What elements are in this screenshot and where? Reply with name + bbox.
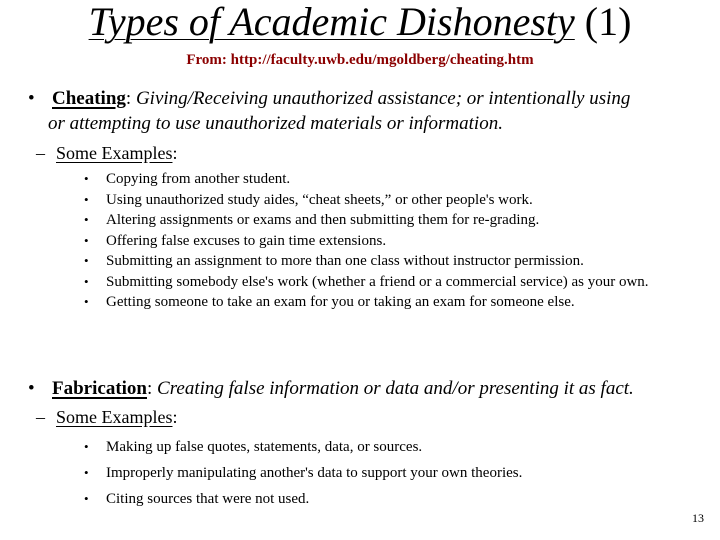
cheating-examples-list	[76, 169, 696, 313]
fabrication-definition: Creating false information or data and/or presenting it as fact.	[157, 378, 634, 399]
list-item	[76, 251, 696, 272]
list-item	[76, 210, 696, 231]
bullet-icon: •	[28, 88, 35, 109]
source-citation: From: http://faculty.uwb.edu/mgoldberg/cheating.htm	[186, 52, 534, 68]
cheating-bullet	[28, 86, 698, 111]
fabrication-examples-heading	[36, 406, 178, 428]
list-item-text: Using unauthorized study aides, “cheat sheets,” or other people's work.	[106, 191, 533, 208]
list-item-text: Making up false quotes, statements, data, or sources.	[106, 439, 423, 455]
list-item-text: Copying from another student.	[106, 171, 291, 187]
bullet-icon: •	[84, 212, 89, 227]
bullet-icon: •	[84, 171, 89, 186]
list-item	[76, 169, 696, 190]
list-item-text: Citing sources that were not used.	[106, 491, 310, 507]
bullet-icon: •	[84, 191, 89, 207]
list-item	[76, 231, 696, 252]
bullet-icon: •	[84, 439, 89, 454]
list-item	[76, 434, 696, 460]
list-item-text: Improperly manipulating another's data to support your own theories.	[106, 465, 523, 481]
bullet-icon: •	[84, 491, 89, 506]
list-item	[76, 190, 696, 211]
dash-icon: –	[36, 143, 45, 163]
fabrication-examples-list	[76, 434, 696, 512]
bullet-icon: •	[84, 232, 89, 248]
slide-title-number: (1)	[584, 0, 632, 44]
cheating-colon: :	[125, 88, 132, 109]
list-item-text: Altering assignments or exams and then submitting them for re-grading.	[106, 212, 540, 228]
cheating-examples-label: Some Examples	[56, 143, 173, 163]
slide-title	[0, 0, 720, 46]
cheating-definition-continued	[48, 111, 718, 136]
fabrication-examples-colon: :	[172, 407, 178, 427]
bullet-icon: •	[84, 294, 89, 309]
fabrication-examples-label: Some Examples	[56, 407, 173, 427]
fabrication-bullet	[28, 376, 698, 401]
cheating-term: Cheating	[52, 88, 126, 109]
cheating-examples-heading	[36, 142, 178, 164]
fabrication-term: Fabrication	[52, 378, 147, 399]
bullet-icon: •	[84, 253, 89, 268]
list-item-text: Offering false excuses to gain time extensions.	[106, 232, 387, 249]
cheating-definition-line1: Giving/Receiving unauthorized assistance; or intentionally using	[135, 88, 631, 109]
slide-title-text: Types of Academic Dishonesty	[88, 0, 575, 44]
cheating-examples-colon: :	[172, 143, 178, 163]
bullet-icon: •	[84, 273, 89, 289]
list-item-text: Submitting an assignment to more than one class without instructor permission.	[106, 253, 584, 269]
list-item-text: Submitting somebody else's work (whether a friend or a commercial service) as your own.	[106, 273, 649, 290]
list-item	[76, 272, 696, 293]
list-item	[76, 486, 696, 512]
bullet-icon: •	[84, 465, 89, 480]
list-item	[76, 292, 696, 313]
page-number: 13	[692, 511, 704, 525]
cheating-definition-line2: or attempting to use unauthorized materials or information.	[48, 113, 503, 134]
fabrication-colon: :	[147, 378, 153, 399]
list-item	[76, 460, 696, 486]
dash-icon: –	[36, 407, 45, 427]
bullet-icon: •	[28, 378, 35, 399]
list-item-text: Getting someone to take an exam for you or taking an exam for someone else.	[106, 294, 575, 310]
